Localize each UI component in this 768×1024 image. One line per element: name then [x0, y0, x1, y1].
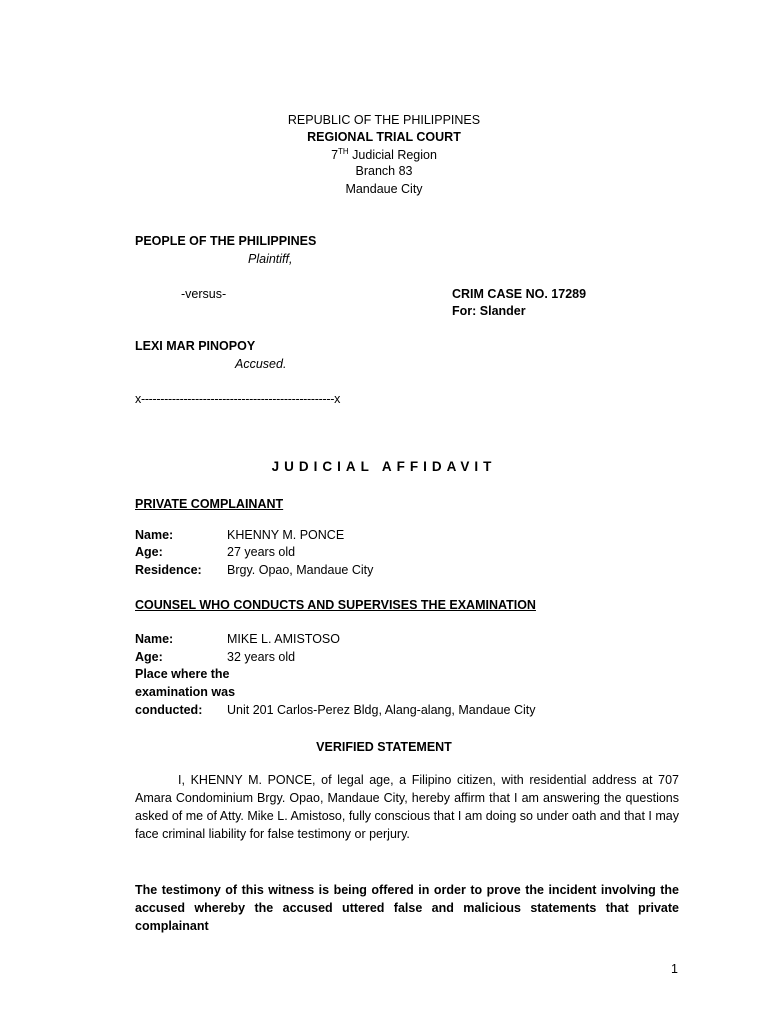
complainant-age-label: Age:: [135, 545, 163, 559]
complainant-residence-value: Brgy. Opao, Mandaue City: [227, 563, 374, 577]
region-superscript: TH: [338, 147, 349, 156]
complainant-age-value: 27 years old: [227, 545, 296, 559]
testimony-offer-paragraph: The testimony of this witness is being offered in order to prove the incident involving the accused whereby the accused uttered false and malicious statements that private complainant: [135, 883, 679, 933]
counsel-age-label: Age:: [135, 650, 163, 664]
counsel-place-label-2: examination was: [135, 685, 236, 699]
statement-paragraph: I, KHENNY M. PONCE, of legal age, a Filipino citizen, with residential address at 707 Amara Condominium Brgy. Opao, Mandaue City, hereby affirm that I am answering the questions asked of me of Atty. Mike L. Amistoso, fully conscious that I am doing so under oath and that I may face criminal liability for false testimony or perjury.: [135, 773, 679, 841]
counsel-place-value: Unit 201 Carlos-Perez Bldg, Alang-alang, Mandaue City: [227, 703, 536, 717]
versus-label: -versus-: [181, 287, 227, 301]
complainant-name-value: KHENNY M. PONCE: [227, 528, 345, 542]
accused-name: LEXI MAR PINOPOY: [135, 339, 256, 353]
region-number: 7: [331, 148, 339, 163]
complainant-name-label: Name:: [135, 528, 174, 542]
complainant-heading: PRIVATE COMPLAINANT: [135, 497, 284, 511]
counsel-place-label-1: Place where the: [135, 667, 230, 681]
court-header-city: Mandaue City: [345, 182, 423, 196]
plaintiff-name: PEOPLE OF THE PHILIPPINES: [135, 234, 317, 248]
accused-role: Accused.: [235, 357, 287, 371]
case-number: CRIM CASE NO. 17289: [452, 287, 587, 301]
counsel-heading: COUNSEL WHO CONDUCTS AND SUPERVISES THE EXAMINATION: [135, 598, 536, 612]
court-header-branch: Branch 83: [355, 164, 413, 178]
page-number: 1: [671, 962, 678, 976]
court-header-republic: REPUBLIC OF THE PHILIPPINES: [287, 113, 481, 127]
document-title: JUDICIAL AFFIDAVIT: [271, 459, 497, 474]
counsel-age-value: 32 years old: [227, 650, 296, 664]
plaintiff-role: Plaintiff,: [248, 252, 293, 266]
case-offense: For: Slander: [452, 304, 526, 318]
region-text: Judicial Region: [348, 148, 437, 163]
complainant-residence-label: Residence:: [135, 563, 202, 577]
court-header-region: [0, 147, 768, 162]
caption-divider: x--------------------------------------------------x: [135, 392, 341, 406]
statement-heading: VERIFIED STATEMENT: [316, 740, 452, 754]
counsel-name-value: MIKE L. AMISTOSO: [227, 632, 340, 646]
court-header-rtc: REGIONAL TRIAL COURT: [307, 130, 461, 144]
counsel-place-label-3: conducted:: [135, 703, 203, 717]
counsel-name-label: Name:: [135, 632, 174, 646]
